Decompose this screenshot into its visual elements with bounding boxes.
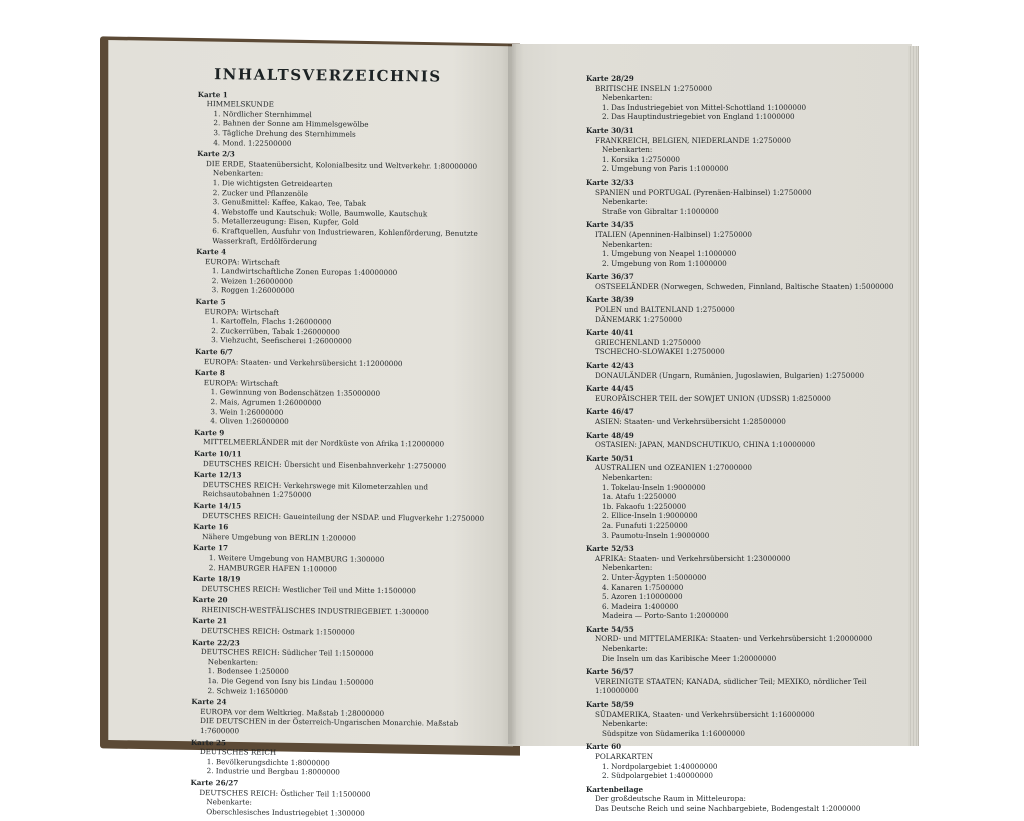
map-number: Karte 10/11 [193, 448, 242, 459]
map-title: RHEINISCH-WESTFÄLISCHES INDUSTRIEGEBIET. 1:300000 [201, 604, 429, 617]
toc-entry [586, 384, 896, 403]
map-number: Karte 2/3 [197, 149, 235, 159]
toc-entry [190, 778, 490, 820]
map-number: Karte 32/33 [586, 177, 634, 187]
map-subentry: 6. Madeira 1:400000 [602, 601, 679, 611]
map-subentry: 3. Tägliche Drehung des Sternhimmels [213, 128, 356, 139]
map-title: DEUTSCHES REICH: Südlicher Teil 1:1500000 [200, 647, 374, 659]
map-number: Karte 6/7 [195, 347, 233, 357]
map-number: Karte 8 [194, 368, 225, 378]
map-number: Karte 48/49 [586, 430, 634, 440]
left-page-content [190, 65, 498, 821]
toc-entry [586, 407, 896, 426]
map-subentry: 3. Genußmittel: Kaffee, Kakao, Tee, Tabak [212, 197, 367, 208]
page-edges [908, 46, 919, 746]
toc-entry [196, 247, 496, 298]
map-title: HIMMELSKUNDE [206, 99, 274, 109]
map-number: Karte 4 [196, 247, 227, 257]
toc-entry [196, 149, 497, 248]
toc-entry [191, 738, 491, 780]
map-subentry: 2. Industrie und Bergbau 1:8000000 [206, 766, 340, 777]
map-subentry: 1. Das Industriegebiet von Mittel-Schottland 1:1000000 [602, 102, 807, 112]
map-subentry: 1. Tokelau-Inseln 1:9000000 [602, 482, 706, 492]
map-number: Karte 58/59 [586, 700, 634, 710]
map-subentry: 2. Schweiz 1:1650000 [207, 685, 289, 696]
toc-entry [586, 178, 896, 216]
map-subentry: 1. Gewinnung von Bodenschätzen 1:35000000 [210, 387, 381, 399]
map-title: AFRIKA: Staaten- und Verkehrsübersicht 1:23000000 [595, 553, 791, 563]
map-subentry: Nebenkarten: [212, 168, 264, 179]
map-title: DEUTSCHES REICH: Östlicher Teil 1:1500000 [199, 787, 371, 799]
map-subentry: 2. Das Hauptindustriegebiet von England 1:1000000 [602, 112, 795, 122]
map-title: SPANIEN und PORTUGAL (Pyrenäen-Halbinsel) 1:2750000 [595, 187, 812, 197]
book-gutter [508, 44, 516, 744]
toc-entry [191, 697, 491, 739]
map-title: DEUTSCHES REICH: Westlicher Teil und Mitte 1:1500000 [201, 583, 416, 595]
map-subentry: Nebenkarten: [207, 656, 259, 667]
map-number: Karte 38/39 [586, 295, 634, 305]
map-subentry: 1. Weitere Umgebung von HAMBURG 1:300000 [208, 553, 385, 564]
toc-entry [586, 126, 896, 174]
map-number: Karte 12/13 [193, 470, 242, 480]
map-number: Karte 16 [193, 522, 229, 532]
toc-entry [193, 574, 493, 596]
map-number: Karte 44/45 [586, 384, 634, 394]
map-subentry: 1. Kartoffeln, Flachs 1:26000000 [211, 316, 332, 327]
map-title: POLARKARTEN [595, 752, 653, 761]
map-subentry: 1. Korsika 1:2750000 [602, 154, 680, 164]
map-title: ITALIEN (Apenninen-Halbinsel) 1:2750000 [595, 229, 752, 239]
map-subentry: 1. Bevölkerungsdichte 1:8000000 [206, 756, 330, 768]
toc-entry [586, 74, 896, 122]
page-title: INHALTSVERZEICHNIS [214, 65, 442, 86]
map-subentry: 2. Umgebung von Rom 1:1000000 [602, 258, 727, 268]
map-subentry: 2. Umgebung von Paris 1:1000000 [602, 164, 729, 174]
map-title: DEUTSCHES REICH [199, 747, 277, 758]
map-title: NORD- und MITTELAMERIKA: Staaten- und Verkehrsübersicht 1:20000000 [595, 634, 873, 644]
map-title: DIE ERDE, Staatenübersicht, Kolonialbesitz und Weltverkehr. 1:80000000 [205, 158, 478, 171]
map-title: OSTASIEN: JAPAN, MANDSCHUTIKUO, CHINA 1:10000000 [595, 440, 816, 450]
map-title: MITTELMEERLÄNDER mit der Nordküste von Afrika 1:12000000 [203, 437, 445, 449]
map-subentry: Die Inseln um das Karibische Meer 1:20000000 [602, 653, 777, 663]
map-subentry: 4. Mond. 1:22500000 [213, 137, 292, 148]
map-title: AUSTRALIEN und OZEANIEN 1:27000000 [595, 463, 752, 473]
map-subentry: 4. Kanaren 1:7500000 [602, 582, 684, 592]
map-title: DEUTSCHES REICH: Ostmark 1:1500000 [201, 626, 355, 637]
map-subentry: 2. Mais, Agrumen 1:26000000 [210, 397, 322, 408]
map-number: Karte 18/19 [192, 574, 241, 584]
map-subentry: 3. Wein 1:26000000 [210, 406, 284, 417]
map-subentry: 1a. Atafu 1:2250000 [602, 492, 677, 502]
map-title: Der großdeutsche Raum in Mitteleuropa: [595, 794, 746, 804]
map-number: Karte 26/27 [190, 777, 239, 788]
map-subentry: Nebenkarten: [602, 563, 653, 573]
map-subentry: 6. Kraftquellen, Ausfuhr von Industriewaren, Kohlenförderung, Benutzte Wasserkraft, Erdölförderung [212, 226, 478, 246]
map-subentry: 1. Nördlicher Sternhimmel [213, 108, 312, 119]
map-number: Karte 22/23 [191, 637, 240, 648]
map-subentry: 2. Südpolargebiet 1:40000000 [602, 771, 714, 781]
map-number: Karte 34/35 [586, 220, 634, 230]
map-number: Karte 21 [192, 616, 228, 626]
map-title: EUROPA: Wirtschaft [203, 377, 279, 388]
right-page-content [586, 74, 896, 818]
map-subentry: 2. Bahnen der Sonne am Himmelsgewölbe [213, 118, 369, 130]
map-subentry: Nebenkarte: [602, 719, 648, 729]
map-subentry: Nebenkarten: [602, 93, 653, 103]
map-number: Karte 5 [195, 297, 226, 307]
toc-entry [586, 431, 896, 450]
map-subentry: Straße von Gibraltar 1:1000000 [602, 206, 719, 216]
map-subentry: 1b. Fakaofu 1:2250000 [602, 501, 687, 511]
map-number: Karte 1 [197, 89, 228, 99]
map-title: Das Deutsche Reich und seine Nachbargebiete, Bodengestalt 1:2000000 [595, 803, 861, 813]
toc-entry [586, 625, 896, 663]
map-subentry: 3. Viehzucht, Seefischerei 1:26000000 [211, 335, 352, 347]
map-subentry: 2a. Funafuti 1:2250000 [602, 520, 688, 530]
map-title: FRANKREICH, BELGIEN, NIEDERLANDE 1:2750000 [595, 135, 791, 145]
map-number: Karte 60 [586, 742, 622, 752]
toc-entry [194, 470, 494, 502]
map-title: BRITISCHE INSELN 1:2750000 [595, 83, 713, 93]
map-number: Karte 50/51 [586, 453, 634, 463]
map-subentry: 2. Zucker und Pflanzenöle [212, 187, 309, 198]
map-subentry: 2. Unter-Ägypten 1:5000000 [602, 572, 707, 582]
map-title: OSTSEELÄNDER (Norwegen, Schweden, Finnland, Baltische Staaten) 1:5000000 [595, 281, 894, 291]
map-title: POLEN und BALTENLAND 1:2750000 [595, 305, 735, 315]
map-subentry: 2. Zuckerrüben, Tabak 1:26000000 [211, 325, 340, 337]
toc-entry [192, 595, 492, 617]
map-subentry: 2. Weizen 1:26000000 [211, 276, 293, 286]
toc-list-left [190, 90, 498, 820]
map-number: Karte 25 [190, 737, 227, 747]
map-number: Karte 54/55 [586, 624, 634, 634]
toc-list-right [586, 74, 896, 814]
map-number: Karte 42/43 [586, 361, 634, 371]
map-subentry: 2. HAMBURGER HAFEN 1:100000 [208, 562, 337, 573]
toc-entry [586, 220, 896, 268]
map-subentry: Madeira — Porto-Santo 1:2000000 [602, 611, 729, 621]
map-number: Karte 56/57 [586, 667, 634, 677]
map-subentry: 1a. Die Gegend von Isny bis Lindau 1:500000 [207, 676, 374, 687]
toc-entry [193, 543, 493, 575]
map-number: Karte 24 [191, 697, 227, 707]
map-title: ASIEN: Staaten- und Verkehrsübersicht 1:28500000 [595, 417, 786, 426]
map-title: GRIECHENLAND 1:2750000 [595, 337, 701, 347]
map-subentry: 3. Roggen 1:26000000 [211, 285, 295, 296]
toc-entry [586, 742, 896, 780]
map-subentry: Nebenkarte: [206, 797, 253, 807]
map-number: Karte 36/37 [586, 272, 634, 282]
map-title: SÜDAMERIKA, Staaten- und Verkehrsübersicht 1:16000000 [595, 709, 815, 719]
toc-entry [194, 449, 494, 471]
map-title: DEUTSCHES REICH: Gaueinteilung der NSDAP. und Flugverkehr 1:2750000 [202, 510, 485, 523]
map-title: DIE DEUTSCHEN in der Österreich-Ungarischen Monarchie. Maßstab 1:7600000 [200, 716, 459, 736]
map-title: DÄNEMARK 1:2750000 [595, 314, 683, 324]
toc-entry [586, 700, 896, 738]
map-subentry: 1. Landwirtschaftliche Zonen Europas 1:40000000 [211, 266, 398, 278]
map-subentry: 4. Oliven 1:26000000 [210, 416, 289, 427]
map-subentry: 1. Bodensee 1:250000 [207, 666, 289, 677]
toc-entry [586, 328, 896, 357]
map-subentry: Nebenkarten: [602, 472, 653, 482]
toc-entry [195, 297, 495, 348]
toc-entry [191, 638, 492, 699]
map-subentry: 1. Nordpolargebiet 1:40000000 [602, 761, 718, 771]
toc-entry [197, 90, 498, 151]
map-number: Karte 9 [194, 427, 225, 438]
map-title: VEREINIGTE STAATEN; KANADA, südlicher Teil; MEXIKO, nördlicher Teil 1:10000000 [595, 676, 867, 696]
map-number: Karte 17 [192, 543, 229, 553]
map-title: DEUTSCHES REICH: Übersicht und Eisenbahnverkehr 1:2750000 [202, 458, 447, 471]
map-subentry: Südspitze von Südamerika 1:16000000 [602, 728, 746, 738]
map-subentry: 3. Paumotu-Inseln 1:9000000 [602, 530, 710, 540]
map-title: TSCHECHO-SLOWAKEI 1:2750000 [595, 347, 725, 357]
toc-entry [193, 501, 493, 523]
map-title: EUROPA: Staaten- und Verkehrsübersicht 1:12000000 [203, 356, 403, 368]
toc-entry [192, 616, 492, 638]
toc-entry [586, 785, 896, 814]
toc-entry [586, 272, 896, 291]
map-number: Karte 30/31 [586, 125, 634, 135]
map-subentry: Oberschlesisches Industriegebiet 1:300000 [206, 806, 365, 818]
map-subentry: 1. Die wichtigsten Getreidearten [212, 178, 333, 189]
toc-entry [195, 347, 495, 369]
map-number: Kartenbeilage [586, 784, 644, 794]
map-number: Karte 40/41 [586, 328, 634, 338]
toc-entry [586, 361, 896, 380]
map-title: DONAULÄNDER (Ungarn, Rumänien, Jugoslawien, Bulgarien) 1:2750000 [595, 370, 865, 380]
map-subentry: Nebenkarte: [602, 644, 648, 654]
map-subentry: 1. Umgebung von Neapel 1:1000000 [602, 249, 737, 259]
map-title: Nähere Umgebung von BERLIN 1:200000 [202, 531, 356, 543]
map-title: EUROPA: Wirtschaft [204, 256, 280, 267]
map-subentry: 5. Azoren 1:10000000 [602, 592, 683, 602]
map-number: Karte 14/15 [193, 500, 242, 511]
map-number: Karte 46/47 [586, 407, 634, 417]
map-subentry: Nebenkarten: [602, 145, 653, 155]
map-number: Karte 28/29 [586, 74, 634, 83]
map-title: EUROPÄISCHER TEIL der SOWJET UNION (UDSSR) 1:8250000 [595, 393, 831, 403]
toc-entry [194, 428, 494, 450]
map-title: EUROPA: Wirtschaft [204, 306, 280, 317]
map-title: EUROPA vor dem Weltkrieg. Maßstab 1:28000000 [200, 706, 385, 718]
map-subentry: 4. Webstoffe und Kautschuk: Wolle, Baumwolle, Kautschuk [212, 206, 428, 219]
toc-entry [586, 454, 896, 540]
toc-entry [193, 522, 493, 544]
toc-entry [194, 368, 495, 429]
map-subentry: Nebenkarten: [602, 239, 653, 249]
toc-entry [586, 544, 896, 621]
map-title: DEUTSCHES REICH: Verkehrswege mit Kilometerzahlen und Reichsautobahnen 1:2750000 [202, 479, 429, 500]
map-number: Karte 20 [192, 595, 228, 605]
map-subentry: 5. Metallerzeugung: Eisen, Kupfer, Gold [212, 216, 359, 228]
toc-entry [586, 667, 896, 696]
map-number: Karte 52/53 [586, 544, 634, 554]
map-subentry: 2. Ellice-Inseln 1:9000000 [602, 511, 698, 521]
toc-entry [586, 295, 896, 324]
map-subentry: Nebenkarte: [602, 197, 648, 207]
